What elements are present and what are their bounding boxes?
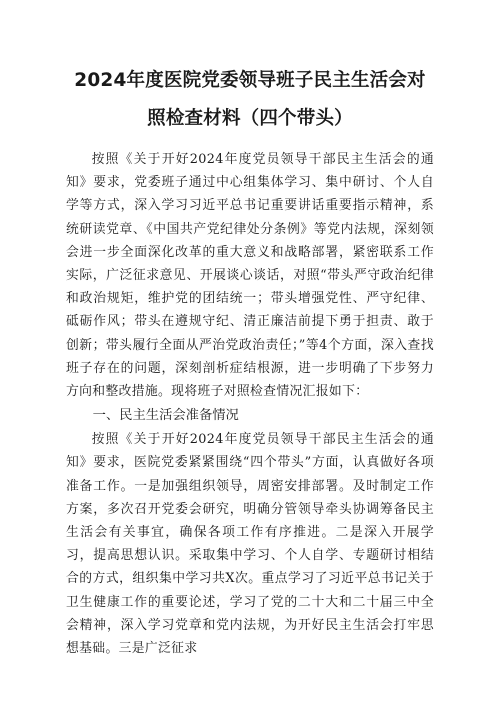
section-heading: 一、民主生活会准备情况 [92,408,239,424]
intro-paragraph: 按照《关于开好2024年度党员领导干部民主生活会的通知》要求，党委班子通过中心组集体学习、集中研讨、个人自学等方式，深入学习习近平总书记重要讲话重要指示精神，系统研读党章、《中国共产党纪律处分条例》等党内法规，深刻领会进一步全面深化改革的重大意义和战略部署，紧密联系工作实际，广泛征求意见、开展谈心谈话，对照“带头严守政治纪律和政治规矩，维护党的团结统一；带头增强党性、严守纪律、砥砺作风；带头在遵规守纪、清正廉洁前提下勇于担责、敢于创新；带头履行全面从严治党政治责任；”等4个方面，深入查找班子存在的问题，深刻剖析症结根源，进一步明确了下步努力方向和整改措施。现将班子对照检查情况汇报如下： [66,152,434,400]
document-title-line2: 照检查材料（四个带头） [147,108,353,129]
section-paragraph: 按照《关于开好2024年度党员领导干部民主生活会的通知》要求，医院党委紧紧围绕“四个带头”方面，认真做好各项准备工作。一是加强组织领导，周密安排部署。及时制定工作方案，多次召开党委会研究，明确分管领导牵头协调筹备民主生活会有关事宜，确保各项工作有序推进。二是深入开展学习，提高思想认识。采取集中学习、个人自学、专题研讨相结合的方式，组织集中学习共X次。重点学习了习近平总书记关于卫生健康工作的重要论述，学习了党的二十大和二十届三中全会精神，深入学习党章和党内法规，为开好民主生活会打牢思想基础。三是广泛征求 [66,432,434,657]
document-title-line1: 2024年度医院党委领导班子民主生活会对 [74,70,426,91]
